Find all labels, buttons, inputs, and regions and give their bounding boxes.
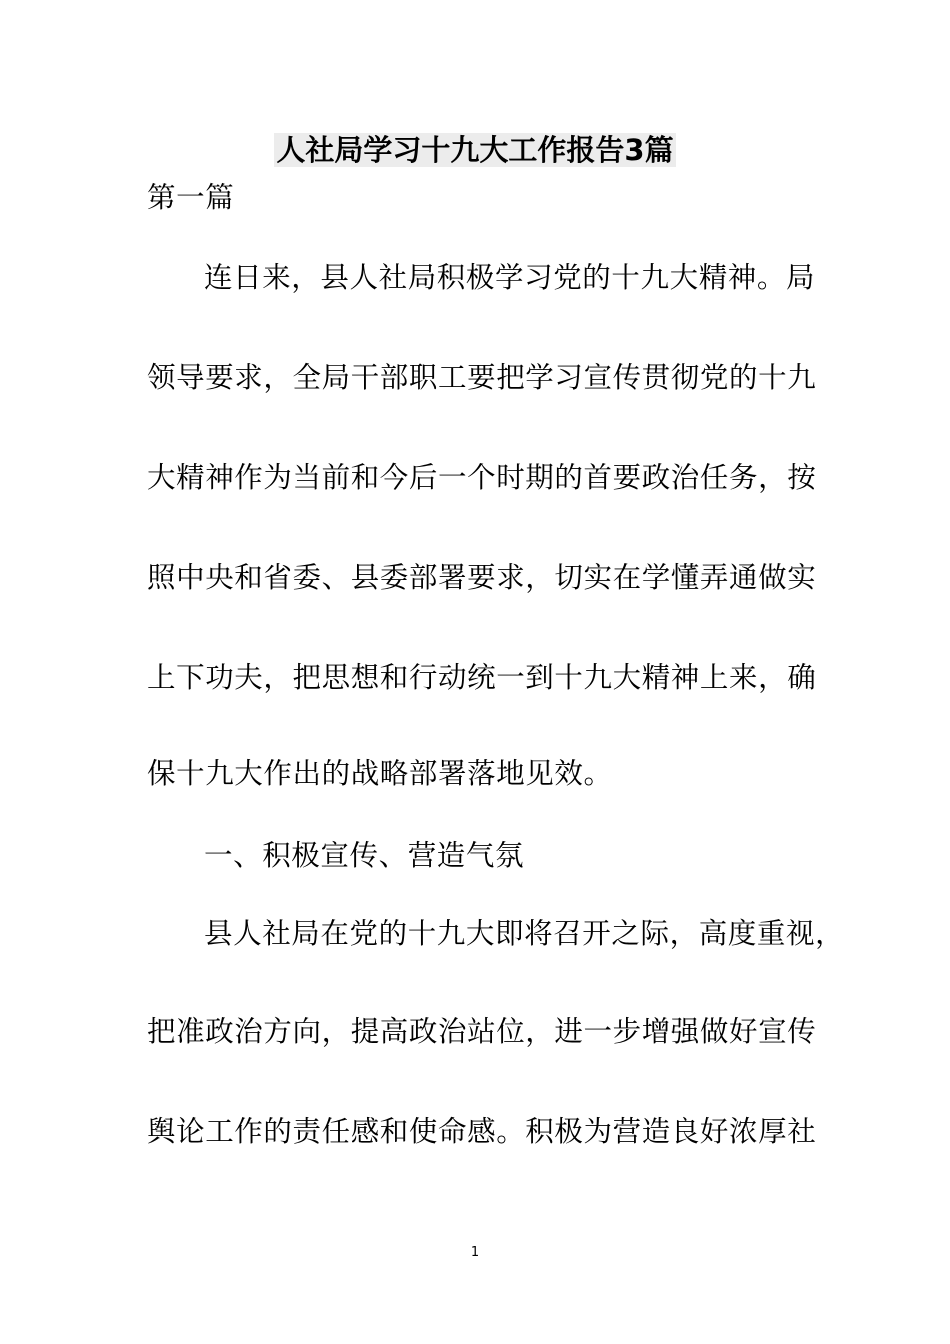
- section-heading: 一、积极宣传、营造气氛: [204, 839, 525, 872]
- paragraph-line: 县人社局在党的十九大即将召开之际，高度重视，: [204, 917, 845, 950]
- document-title: [0, 128, 950, 172]
- paragraph-line: 照中央和省委、县委部署要求，切实在学懂弄通做实: [147, 561, 817, 594]
- paragraph-line: 领导要求，全局干部职工要把学习宣传贯彻党的十九: [147, 361, 817, 394]
- paragraph-line: 上下功夫，把思想和行动统一到十九大精神上来，确: [147, 661, 817, 694]
- paragraph-line: 把准政治方向，提高政治站位，进一步增强做好宣传: [147, 1015, 817, 1048]
- paragraph-line: 保十九大作出的战略部署落地见效。: [147, 757, 613, 790]
- section-label: 第一篇: [147, 181, 235, 214]
- page-number: 1: [470, 1245, 480, 1260]
- paragraph-line: 大精神作为当前和今后一个时期的首要政治任务，按: [147, 461, 817, 494]
- document-title-text: 人社局学习十九大工作报告3篇: [276, 133, 674, 167]
- paragraph-line: 舆论工作的责任感和使命感。积极为营造良好浓厚社: [147, 1115, 817, 1148]
- paragraph-line: 连日来，县人社局积极学习党的十九大精神。局: [204, 261, 816, 294]
